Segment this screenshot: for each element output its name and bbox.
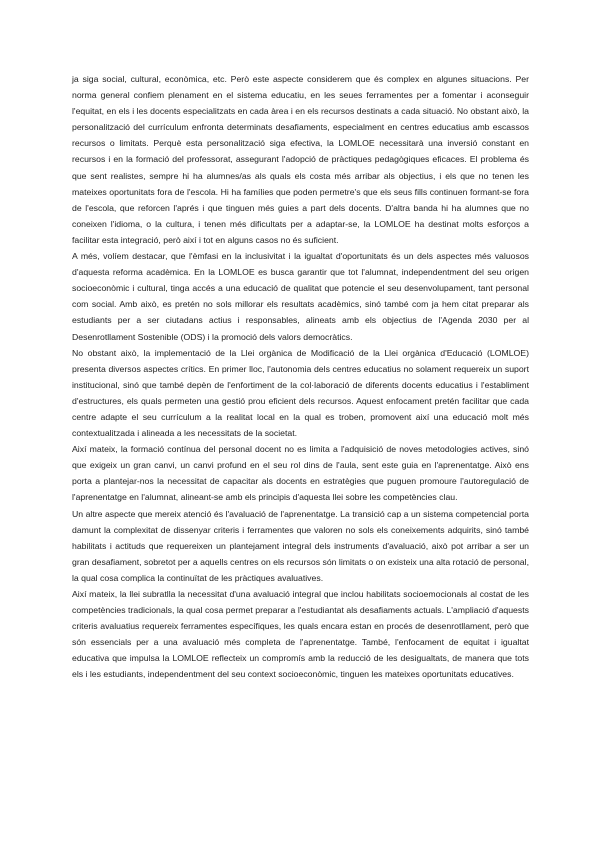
body-text bbox=[72, 71, 529, 683]
paragraph-4: Així mateix, la formació contínua del personal docent no es limita a l'adquisició de noves metodologies actives, sinó que exigeix un gran canvi, un canvi profund en el seu rol dins de l'aula, sent este guia en l'aprenentatge. Això ens porta a plantejar-nos la necessitat de capacitar als docents en estratègies que puguen promoure l'autoregulació de l'aprenentatge en l'alumnat, alineant-se amb els principis d'aquesta llei sobre les competències clau. bbox=[72, 444, 529, 503]
paragraph-2: A més, volíem destacar, que l'èmfasi en la inclusivitat i la igualtat d'oportunitats és un dels aspectes més valuosos d'aquesta reforma acadèmica. En la LOMLOE es busca garantir que tot l'alumnat, independentment del seu origen socioeconòmic i cultural, tinga accés a una educació de qualitat que potencie el seu desenvolupament, tant personal com social. Amb això, es pretén no sols millorar els resultats acadèmics, sinó també com ja hem citat preparar als estudiants per a ser ciutadans actius i responsables, alineats amb els objectius de l'Agenda 2030 per al Desenrotllament Sostenible (ODS) i la promoció dels valors democràtics. bbox=[72, 251, 529, 342]
paragraph-1: ja siga social, cultural, econòmica, etc. Però este aspecte considerem que és complex en algunes situacions. Per norma general confiem plenament en el sistema educatiu, en les seues ferramentes per a fomentar i aconseguir l'equitat, en els i les docents especialitzats en cada àrea i en els recursos destinats a cada situació. No obstant això, la personalització del currículum enfronta determinats desafiaments, especialment en centres educatius amb escassos recursos o limitats. Perquè esta personalització siga efectiva, la LOMLOE necessitarà una inversió constant en recursos i en la formació del professorat, assegurant l'adopció de pràctiques pedagògiques eficaces. El problema és que sent realistes, sempre hi ha alumnes/as als quals els costa més arribar als objectius, i els que no tenen les mateixes oportunitats fora de l'escola. Hi ha famílies que poden permetre's que els seus fills continuen formant-se fora de l'escola, que reforcen l'aprés i que tinguen més guies a part dels docents. D'altra banda hi ha alumnes que no coneixen l'idioma, o la cultura, i tenen més dificultats per a adaptar-se, la LOMLOE ha destinat molts esforços a facilitar esta integració, però així i tot en alguns casos no és suficient. bbox=[72, 74, 529, 245]
paragraph-3: No obstant això, la implementació de la Llei orgànica de Modificació de la Llei orgànica d'Educació (LOMLOE) presenta diversos aspectes crítics. En primer lloc, l'autonomia dels centres educatius no solament requereix un suport institucional, sinó que també depèn de l'enfortiment de la col·laboració de diferents docents educatius i l'establiment d'estructures, els quals permeten una gestió prou eficient dels recursos. Aquest enfocament pretén facilitar que cada centre adapte el seu currículum a la realitat local en la qual es troben, promovent així una educació molt més contextualitzada i alineada a les necessitats de la societat. bbox=[72, 347, 529, 439]
paragraph-6: Així mateix, la llei subratlla la necessitat d'una avaluació integral que inclou habilitats socioemocionals al costat de les competències tradicionals, la qual cosa permet preparar a l'estudiantat als desafiaments actuals. L'ampliació d'aquests criteris avaluatius requereix ferramentes específiques, les quals encara estan en procés de desenrotllament, però que són essencials per a una avaluació més completa de l'aprenentatge. També, l'enfocament de equitat i igualtat educativa que impulsa la LOMLOE reflecteix un compromís amb la reducció de les desigualtats, de manera que tots els i les estudiants, independentment del seu context socioeconòmic, tinguen les mateixes oportunitats educatives. bbox=[72, 589, 529, 680]
paragraph-5: Un altre aspecte que mereix atenció és l'avaluació de l'aprenentatge. La transició cap a un sistema competencial porta damunt la complexitat de dissenyar criteris i ferramentes que valoren no sols els coneixements adquirits, sinó també habilitats i actituds que requereixen un plantejament integral dels instruments d'avaluació, això pot arribar a ser un gran desafiament, sobretot per a aquells centres on els recursos són limitats o on existeix una alta rotació de personal, la qual cosa complica la continuïtat de les pràctiques avaluatives. bbox=[72, 508, 529, 583]
